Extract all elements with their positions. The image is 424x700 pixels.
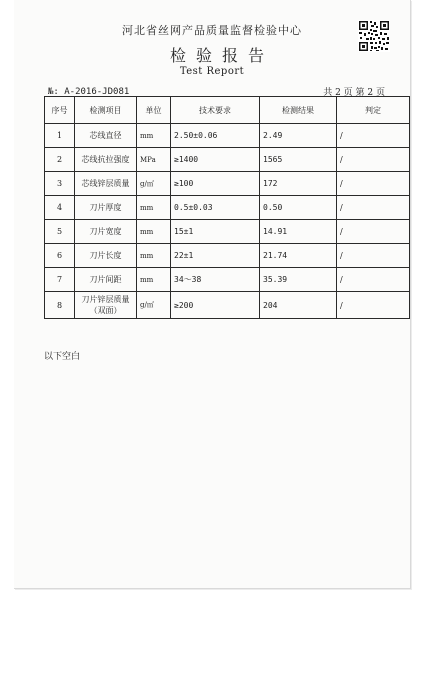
technical-requirement: ≥200 — [171, 292, 260, 319]
judgement: / — [337, 196, 410, 220]
unit: g/㎡ — [137, 172, 171, 196]
column-header-result: 检测结果 — [260, 97, 337, 124]
table-row — [45, 244, 410, 268]
report-number: №: A-2016-JD081 — [48, 87, 130, 97]
judgement: / — [337, 292, 410, 319]
table-row — [45, 220, 410, 244]
test-item: 芯线锌层质量 — [75, 172, 137, 196]
table-row — [45, 268, 410, 292]
row-number: 3 — [45, 172, 75, 196]
judgement: / — [337, 148, 410, 172]
test-item: 刀片锌层质量（双面） — [75, 292, 137, 319]
column-header-item: 检测项目 — [75, 97, 137, 124]
test-item: 芯线直径 — [75, 124, 137, 148]
table-row — [45, 172, 410, 196]
test-item: 刀片长度 — [75, 244, 137, 268]
row-number: 5 — [45, 220, 75, 244]
judgement: / — [337, 220, 410, 244]
test-result: 14.91 — [260, 220, 337, 244]
unit: MPa — [137, 148, 171, 172]
report-title: 检验报告 — [169, 46, 274, 65]
test-result: 21.74 — [260, 244, 337, 268]
technical-requirement: ≥100 — [171, 172, 260, 196]
test-item: 芯线抗拉强度 — [75, 148, 137, 172]
test-item: 刀片厚度 — [75, 196, 137, 220]
technical-requirement: 22±1 — [171, 244, 260, 268]
qr-code-icon — [358, 20, 390, 52]
table-row — [45, 124, 410, 148]
test-result: 35.39 — [260, 268, 337, 292]
technical-requirement: 15±1 — [171, 220, 260, 244]
row-number: 8 — [45, 292, 75, 319]
table-row — [45, 196, 410, 220]
column-header-requirement: 技术要求 — [171, 97, 260, 124]
unit: mm — [137, 244, 171, 268]
column-header-no: 序号 — [45, 97, 75, 124]
row-number: 6 — [45, 244, 75, 268]
test-item: 刀片宽度 — [75, 220, 137, 244]
report-page — [14, 0, 411, 589]
row-number: 2 — [45, 148, 75, 172]
technical-requirement: 0.5±0.03 — [171, 196, 260, 220]
test-result: 172 — [260, 172, 337, 196]
table-header-row — [45, 97, 410, 124]
row-number: 7 — [45, 268, 75, 292]
row-number: 4 — [45, 196, 75, 220]
blank-below-note: 以下空白 — [44, 352, 81, 362]
page-counter: 共 2 页 第 2 页 — [323, 88, 385, 98]
test-item: 刀片间距 — [75, 268, 137, 292]
unit: mm — [137, 220, 171, 244]
unit: g/㎡ — [137, 292, 171, 319]
unit: mm — [137, 268, 171, 292]
technical-requirement: 2.50±0.06 — [171, 124, 260, 148]
table-row — [45, 292, 410, 319]
judgement: / — [337, 244, 410, 268]
unit: mm — [137, 124, 171, 148]
report-title-english: Test Report — [179, 66, 245, 77]
test-results-table — [44, 96, 410, 319]
test-result: 1565 — [260, 148, 337, 172]
test-result: 204 — [260, 292, 337, 319]
judgement: / — [337, 124, 410, 148]
table-row — [45, 148, 410, 172]
technical-requirement: ≥1400 — [171, 148, 260, 172]
row-number: 1 — [45, 124, 75, 148]
unit: mm — [137, 196, 171, 220]
organization-name: 河北省丝网产品质量监督检验中心 — [122, 24, 302, 37]
test-result: 0.50 — [260, 196, 337, 220]
column-header-unit: 单位 — [137, 97, 171, 124]
judgement: / — [337, 172, 410, 196]
test-result: 2.49 — [260, 124, 337, 148]
judgement: / — [337, 268, 410, 292]
technical-requirement: 34～38 — [171, 268, 260, 292]
column-header-judgement: 判定 — [337, 97, 410, 124]
